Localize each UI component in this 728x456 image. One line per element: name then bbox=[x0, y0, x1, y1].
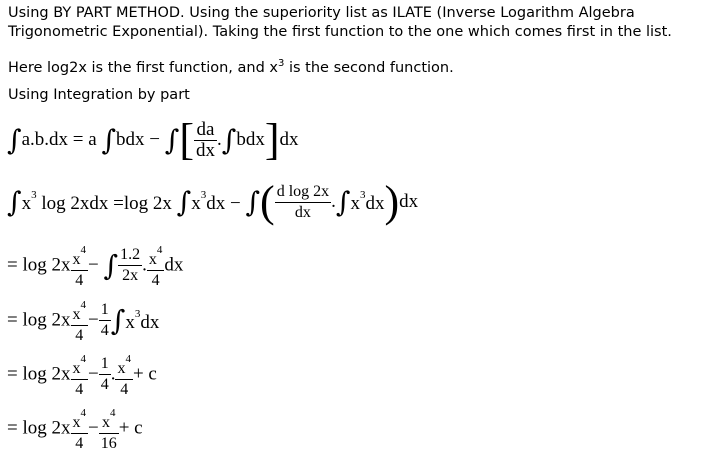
eq3-minus: − bbox=[88, 254, 99, 276]
left-paren: ( bbox=[260, 177, 275, 226]
eq6-tail: + c bbox=[118, 417, 143, 439]
fraction-numerator bbox=[115, 349, 133, 379]
fraction-numerator: da bbox=[196, 118, 215, 140]
eq6-minus: − bbox=[88, 417, 99, 439]
eq2-dot: . bbox=[331, 191, 336, 212]
eq1-lhs: a.b.dx = a bbox=[21, 129, 97, 150]
integral-sign: ∫ bbox=[245, 185, 261, 219]
fraction-denominator: 4 bbox=[115, 379, 133, 400]
eq2-lhs-x: x bbox=[21, 193, 32, 214]
fraction-numerator: 1.2 bbox=[120, 246, 141, 263]
fraction-numerator bbox=[71, 349, 89, 379]
fraction-x4-4 bbox=[71, 295, 89, 346]
eq4-minus: − bbox=[88, 309, 99, 331]
eq4-tail bbox=[125, 307, 160, 333]
frac-sup: 4 bbox=[109, 407, 116, 419]
fraction-denominator: 16 bbox=[100, 435, 117, 452]
eq2-inner-rest: dx bbox=[365, 193, 385, 214]
frac-x: x bbox=[148, 251, 157, 268]
fraction-numerator bbox=[99, 403, 119, 433]
equation-step-1 bbox=[7, 240, 183, 291]
fraction-1-4 bbox=[99, 354, 111, 395]
eq2-tail: dx bbox=[399, 191, 419, 212]
integral-sign: ∫ bbox=[221, 123, 237, 157]
eq2-inner bbox=[350, 189, 385, 214]
eq2-mid bbox=[191, 189, 241, 214]
fraction-denominator: 4 bbox=[71, 379, 89, 400]
eq2-inner-sup: 3 bbox=[359, 189, 366, 201]
left-bracket: [ bbox=[179, 115, 194, 164]
frac-x: x bbox=[72, 306, 81, 323]
eq5-tail: + c bbox=[132, 363, 157, 385]
frac-sup: 4 bbox=[80, 299, 86, 311]
frac-sup: 4 bbox=[80, 407, 86, 419]
eq4-prefix: = log 2x bbox=[7, 309, 71, 331]
fraction-x4-4 bbox=[71, 240, 89, 291]
eq4-tail-x: x bbox=[125, 311, 135, 333]
frac-x: x bbox=[72, 360, 81, 377]
eq2-lhs-sup: 3 bbox=[31, 189, 37, 201]
eq1-tail: dx bbox=[279, 129, 299, 150]
frac-x: x bbox=[72, 251, 81, 268]
intro-paragraph: Using BY PART METHOD. Using the superiority list as ILATE (Inverse Logarithm Algebra Trigonometric Exponential). Taking the first function to the one which comes first in the list. bbox=[8, 5, 672, 40]
eq2-lhs-rest: log 2xdx =log 2x bbox=[36, 193, 172, 214]
fraction-numerator: 1 bbox=[100, 355, 109, 372]
integral-sign: ∫ bbox=[110, 304, 126, 337]
fraction-denominator: 4 bbox=[100, 322, 109, 339]
fraction-denominator: 4 bbox=[100, 376, 109, 393]
eq1-dot: . bbox=[217, 129, 222, 150]
function-choice-sup: 3 bbox=[277, 58, 285, 69]
eq1-mid: bdx − bbox=[116, 129, 160, 150]
frac-x: x bbox=[101, 414, 110, 431]
fraction-da-dx bbox=[194, 120, 217, 161]
fraction-denominator: 4 bbox=[71, 270, 89, 291]
fraction-denominator: 2x bbox=[118, 265, 142, 286]
equation-step-3 bbox=[7, 349, 157, 400]
function-choice-text-b: is the second function. bbox=[284, 59, 454, 76]
eq4-tail-sup: 3 bbox=[134, 307, 141, 320]
eq3-prefix: = log 2x bbox=[7, 254, 71, 276]
frac-sup: 4 bbox=[80, 244, 86, 256]
frac-x: x bbox=[72, 414, 81, 431]
fraction-numerator: d log 2x bbox=[276, 182, 330, 200]
fraction-numerator bbox=[71, 295, 89, 325]
eq3-tail: dx bbox=[164, 254, 184, 276]
eq6-prefix: = log 2x bbox=[7, 417, 71, 439]
fraction-x4-4 bbox=[115, 349, 133, 400]
eq2-mid-sup: 3 bbox=[200, 189, 207, 201]
equation-step-2 bbox=[7, 295, 159, 346]
equation-final bbox=[7, 403, 143, 454]
fraction-x4-4 bbox=[147, 240, 165, 291]
right-paren: ) bbox=[384, 177, 400, 226]
right-bracket: ] bbox=[264, 115, 280, 164]
integral-sign: ∫ bbox=[101, 123, 117, 157]
frac-x: x bbox=[117, 360, 126, 377]
fraction-dlog-dx bbox=[275, 182, 331, 223]
equation-parts-formula bbox=[7, 115, 299, 164]
frac-sup: 4 bbox=[156, 244, 163, 256]
fraction-numerator: 1 bbox=[100, 301, 109, 318]
fraction-x4-4 bbox=[71, 403, 89, 454]
fraction-denominator: dx bbox=[275, 202, 331, 223]
integral-sign: ∫ bbox=[164, 123, 180, 157]
integral-sign: ∫ bbox=[103, 249, 119, 282]
fraction-denominator: dx bbox=[196, 139, 215, 161]
equation-applied bbox=[7, 177, 419, 226]
fraction-numerator bbox=[71, 403, 89, 433]
fraction-denominator: 4 bbox=[71, 325, 89, 346]
eq3-dot: . bbox=[142, 254, 147, 276]
fraction-denominator: 4 bbox=[147, 270, 165, 291]
integral-sign: ∫ bbox=[7, 185, 22, 219]
eq1-inner: bdx bbox=[236, 129, 265, 150]
eq5-prefix: = log 2x bbox=[7, 363, 71, 385]
eq2-inner-x: x bbox=[350, 193, 360, 214]
fraction-numerator bbox=[147, 240, 165, 270]
eq5-minus: − bbox=[88, 363, 99, 385]
fraction-x4-16 bbox=[99, 403, 119, 454]
fraction-x4-4 bbox=[71, 349, 89, 400]
integral-sign: ∫ bbox=[7, 123, 22, 157]
function-choice-text-a: Here log2x is the first function, and x bbox=[8, 59, 278, 76]
fraction-denominator: 4 bbox=[71, 433, 89, 454]
frac-sup: 4 bbox=[80, 353, 86, 365]
eq2-mid-x: x bbox=[191, 193, 201, 214]
eq5-dot: . bbox=[110, 363, 116, 385]
function-choice-paragraph bbox=[8, 54, 454, 78]
frac-sup: 4 bbox=[125, 353, 131, 365]
fraction-numerator bbox=[71, 240, 89, 270]
integral-sign: ∫ bbox=[335, 185, 351, 219]
method-heading: Using Integration by part bbox=[8, 87, 190, 103]
fraction-12-2x bbox=[118, 245, 142, 286]
fraction-1-4 bbox=[99, 300, 111, 341]
integral-sign: ∫ bbox=[176, 185, 192, 219]
eq4-tail-rest: dx bbox=[140, 311, 160, 333]
eq2-lhs bbox=[21, 189, 172, 214]
eq2-mid-rest: dx − bbox=[206, 193, 241, 214]
